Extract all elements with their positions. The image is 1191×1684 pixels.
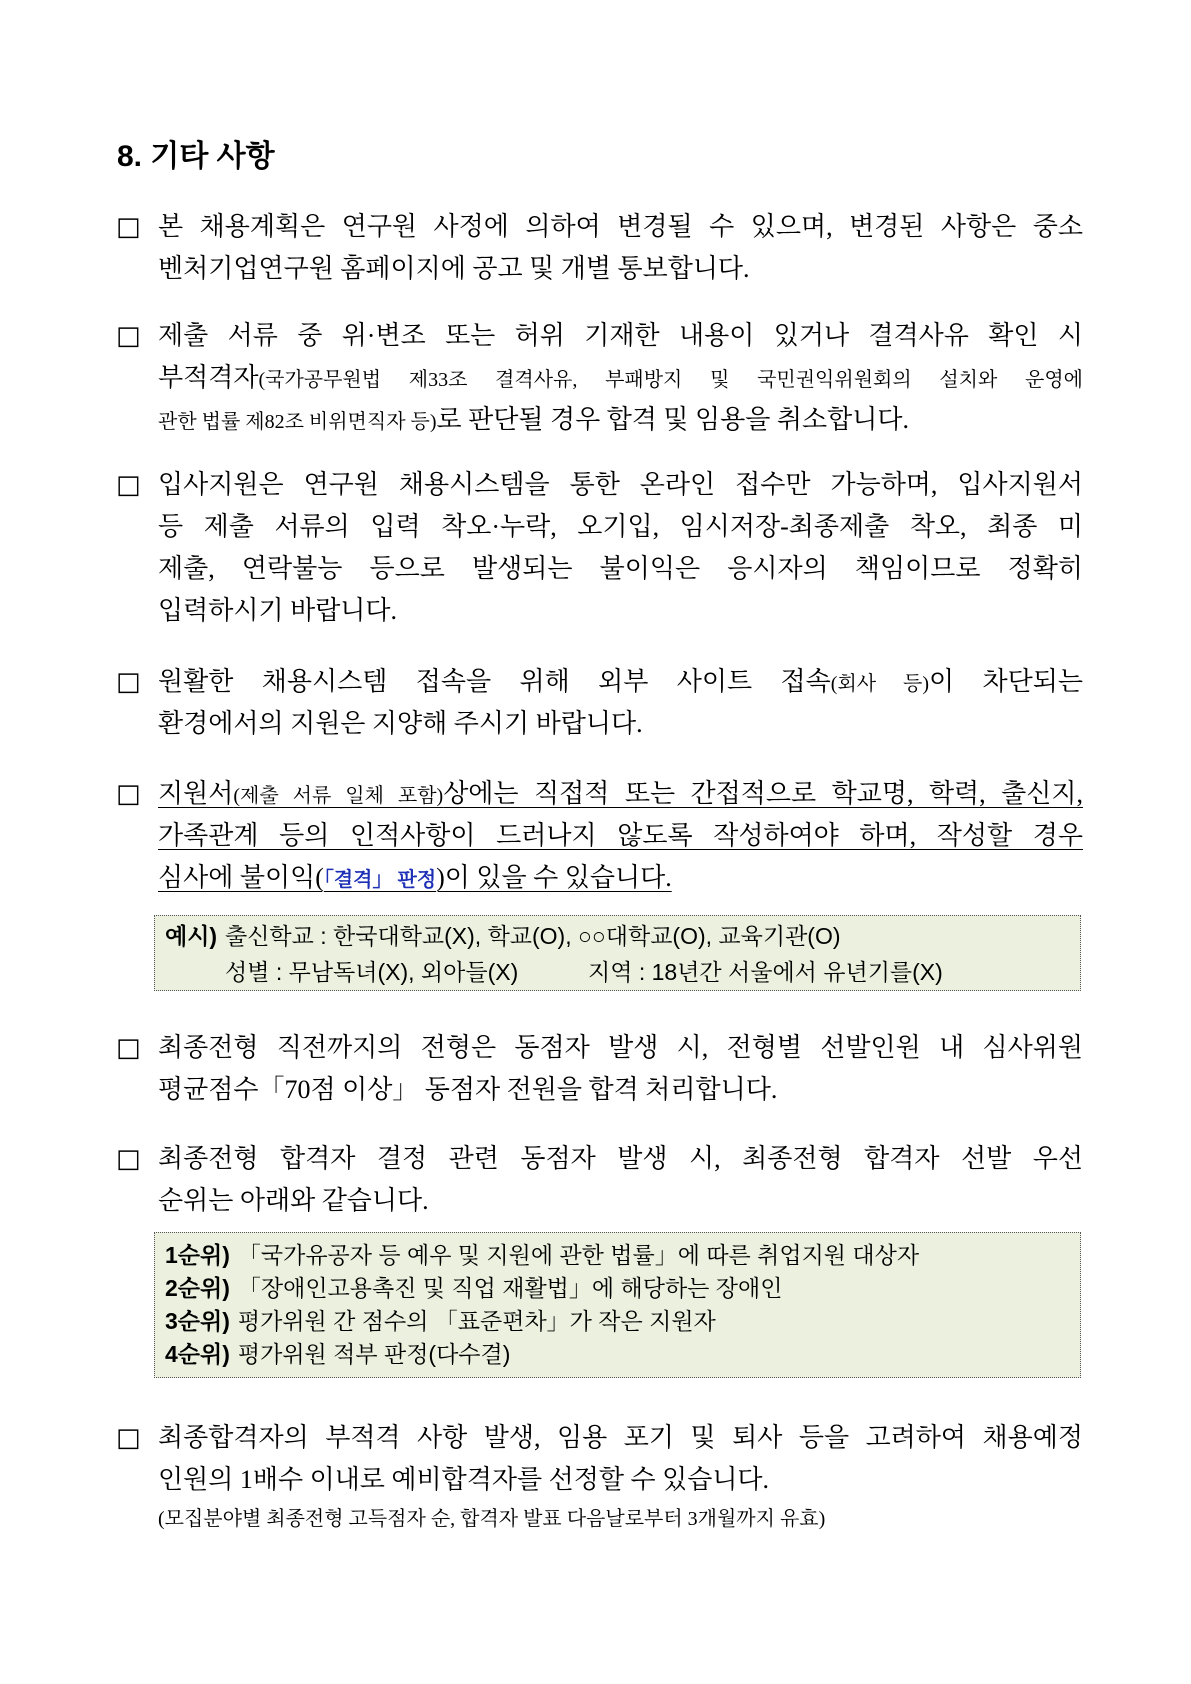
notice-note: 관한 법률 제82조 비위면직자 등) (158, 411, 437, 433)
notice-line (158, 548, 1083, 590)
notice-item (116, 464, 1083, 632)
priority-rank: 1순위) (165, 1242, 230, 1268)
priority-row (165, 1338, 1070, 1371)
notice-lines (158, 773, 1083, 899)
notice-text: 심사에 불이익( (158, 863, 324, 892)
notice-item (116, 1417, 1083, 1537)
notice-item (116, 661, 1083, 745)
priority-rank: 2순위) (165, 1275, 230, 1301)
notice-line (158, 464, 1083, 506)
square-bullet: □ (116, 1423, 141, 1453)
notice-lines (158, 315, 1083, 441)
example-row (165, 918, 1070, 954)
notice-text: 가족관계 등의 인적사항이 드러나지 않도록 작성하여야 하며, 작성할 경우 (158, 821, 1083, 850)
square-bullet: □ (116, 1144, 141, 1174)
notice-text: 입사지원은 연구원 채용시스템을 통한 온라인 접수만 가능하며, 입사지원서 (158, 470, 1083, 499)
example-row (165, 954, 1070, 990)
example-box (154, 915, 1081, 991)
notice-text: 제출 서류 중 위·변조 또는 허위 기재한 내용이 있거나 결격사유 확인 시 (158, 321, 1083, 350)
notice-text: 입력하시기 바랍니다. (158, 596, 398, 625)
notice-text: 제출, 연락불능 등으로 발생되는 불이익은 응시자의 책임이므로 정확히 (158, 554, 1083, 583)
notice-item (116, 1138, 1083, 1222)
notice-line (158, 315, 1083, 357)
priority-text: 평가위원 간 점수의 「표준편차」가 작은 지원자 (237, 1308, 716, 1334)
priority-rank: 4순위) (165, 1341, 230, 1367)
notice-line (158, 248, 1083, 290)
square-bullet: □ (116, 1033, 141, 1063)
notice-text: )이 있을 수 있습니다. (436, 863, 672, 892)
square-bullet: □ (116, 779, 141, 809)
priority-row (165, 1305, 1070, 1338)
notice-item (116, 315, 1083, 441)
highlight-text: 「결격」 판정 (323, 869, 437, 891)
notice-line (158, 815, 1083, 857)
notice-text: 최종전형 합격자 결정 관련 동점자 발생 시, 최종전형 합격자 선발 우선 (158, 1144, 1083, 1173)
notice-line (158, 773, 1083, 815)
example-label: 예시) (165, 923, 218, 949)
notice-item (116, 1027, 1083, 1111)
notice-line (158, 590, 1083, 632)
notice-text: 최종전형 직전까지의 전형은 동점자 발생 시, 전형별 선발인원 내 심사위원 (158, 1033, 1083, 1062)
notice-line (158, 1180, 1083, 1222)
priority-rank: 3순위) (165, 1308, 230, 1334)
notice-text: 인원의 1배수 이내로 예비합격자를 선정할 수 있습니다. (158, 1465, 770, 1494)
notice-line (158, 1417, 1083, 1459)
notice-text: 원활한 채용시스템 접속을 위해 외부 사이트 접속 (158, 667, 831, 696)
notice-text: 상에는 직접적 또는 간접적으로 학교명, 학력, 출신지, (443, 779, 1083, 808)
notice-text: 벤처기업연구원 홈페이지에 공고 및 개별 통보합니다. (158, 254, 750, 283)
notice-text: 이 차단되는 (929, 667, 1083, 696)
notice-line (158, 506, 1083, 548)
notice-text: 본 채용계획은 연구원 사정에 의하여 변경될 수 있으며, 변경된 사항은 중소 (158, 212, 1083, 241)
notice-text: 로 판단될 경우 합격 및 임용을 취소합니다. (436, 405, 909, 434)
priority-box (154, 1232, 1081, 1378)
notice-line (158, 857, 1083, 899)
notice-line (158, 399, 1083, 441)
section-title: 8. 기타 사항 (117, 140, 275, 173)
notice-text: 환경에서의 지원은 지양해 주시기 바랍니다. (158, 709, 643, 738)
square-bullet: □ (116, 321, 141, 351)
notice-note: (제출 서류 일체 포함) (233, 785, 444, 807)
priority-text: 「장애인고용촉진 및 직업 재활법」에 해당하는 장애인 (237, 1275, 783, 1301)
notice-line (158, 1069, 1083, 1111)
notice-lines (158, 1027, 1083, 1111)
notice-item (116, 773, 1083, 899)
notice-text: 평균점수「70점 이상」 동점자 전원을 합격 처리합니다. (158, 1075, 778, 1104)
notice-note: (회사 등) (830, 673, 929, 695)
priority-text: 평가위원 적부 판정(다수결) (237, 1341, 511, 1367)
notice-item (116, 206, 1083, 290)
square-bullet: □ (116, 212, 141, 242)
notice-lines (158, 661, 1083, 745)
notice-text: 등 제출 서류의 입력 착오·누락, 오기입, 임시저장-최종제출 착오, 최종 미 (158, 512, 1083, 541)
notice-line (158, 1459, 1083, 1501)
priority-row (165, 1272, 1070, 1305)
notice-text: 부적격자 (158, 363, 259, 392)
example-gender: 성별 : 무남독녀(X), 외아들(X) (225, 959, 519, 985)
square-bullet: □ (116, 470, 141, 500)
notice-line (158, 1138, 1083, 1180)
priority-text: 「국가유공자 등 예우 및 지원에 관한 법률」에 따른 취업지원 대상자 (237, 1242, 920, 1268)
notice-text: 최종합격자의 부적격 사항 발생, 임용 포기 및 퇴사 등을 고려하여 채용예정 (158, 1423, 1083, 1452)
notice-line (158, 206, 1083, 248)
priority-row (165, 1239, 1070, 1272)
notice-note: (모집분야별 최종전형 고득점자 순, 합격자 발표 다음날로부터 3개월까지 유효) (158, 1508, 826, 1530)
notice-lines (158, 464, 1083, 632)
example-region: 지역 : 18년간 서울에서 유년기를(X) (588, 959, 943, 985)
notice-line (158, 661, 1083, 703)
example-school: 출신학교 : 한국대학교(X), 학교(O), ○○대학교(O), 교육기관(O) (225, 923, 841, 949)
square-bullet: □ (116, 667, 141, 697)
notice-text: 지원서 (158, 779, 234, 808)
notice-note: (국가공무원법 제33조 결격사유, 부패방지 및 국민권익위원회의 설치와 운영에 (258, 369, 1083, 391)
notice-lines (158, 1138, 1083, 1222)
notice-line (158, 357, 1083, 399)
notice-line (158, 1027, 1083, 1069)
notice-line (158, 703, 1083, 745)
notice-lines (158, 206, 1083, 290)
underlined-line (158, 863, 672, 892)
notice-note-line (158, 1501, 1083, 1537)
notice-text: 순위는 아래와 같습니다. (158, 1186, 429, 1215)
notice-lines (158, 1417, 1083, 1537)
